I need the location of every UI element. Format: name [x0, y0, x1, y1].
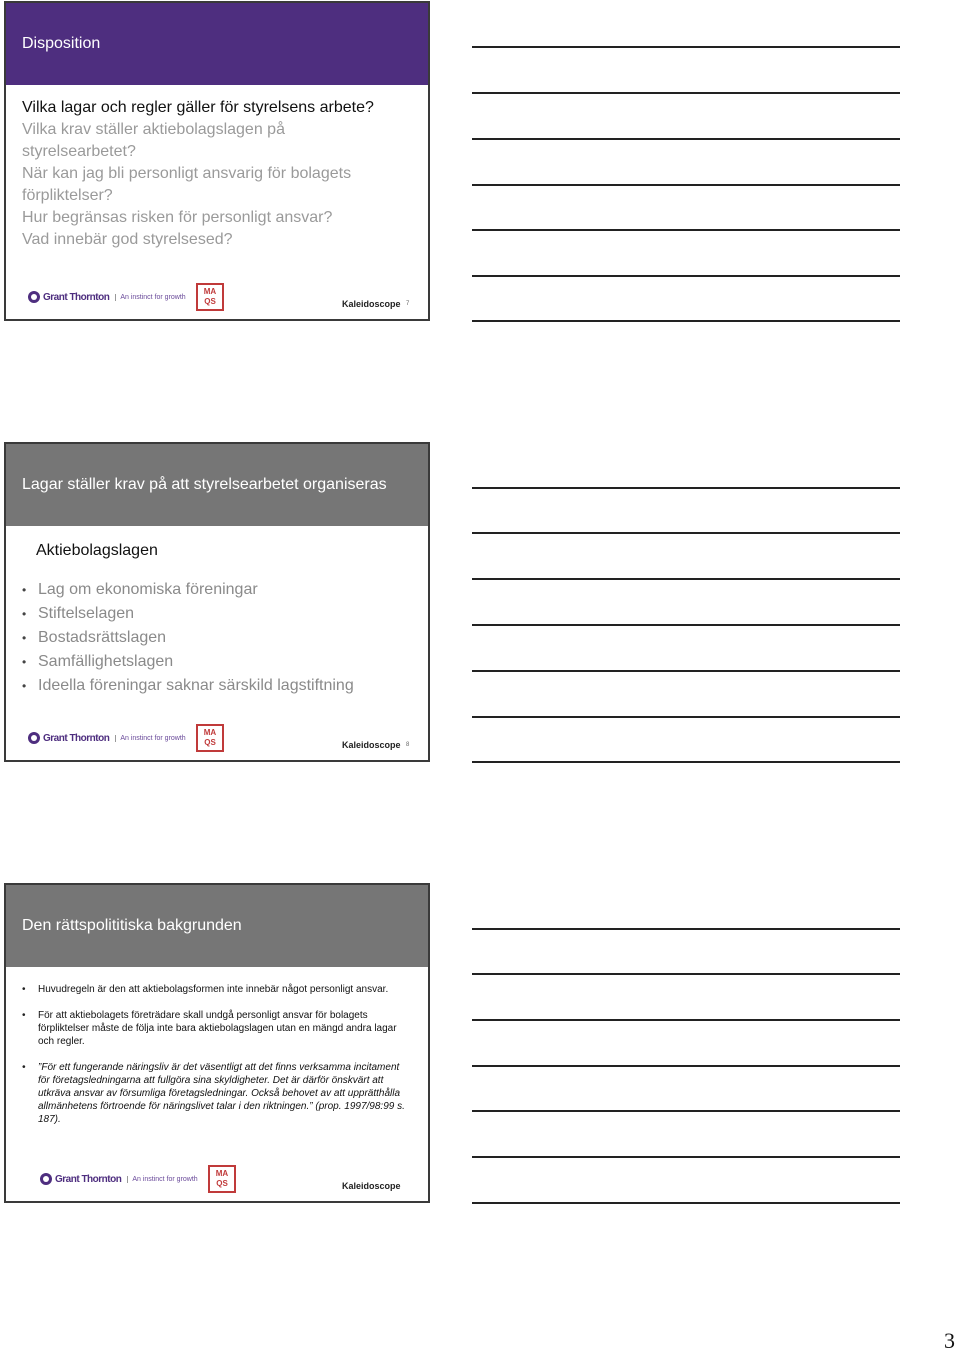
note-line [472, 1065, 900, 1067]
grant-thornton-icon [28, 291, 40, 303]
note-line [472, 1019, 900, 1021]
kaleidoscope-logo: Kaleidoscope [342, 740, 401, 750]
note-line [472, 275, 900, 277]
question-item: Hur begränsas risken för personligt ansvar? [22, 209, 333, 226]
bullet-list [6, 578, 428, 698]
note-line [472, 578, 900, 580]
list-item: • Samfällighetslagen [22, 650, 428, 674]
slide-bakgrund [4, 883, 430, 1203]
question-item: När kan jag bli personligt ansvarig för bolagets förpliktelser? [22, 165, 352, 204]
maqs-logo: MA QS [196, 724, 224, 752]
page-number: 3 [944, 1328, 955, 1353]
note-line [472, 532, 900, 534]
slide-footer [6, 1165, 428, 1201]
slide-footer [6, 283, 428, 319]
slide-lagar [4, 442, 430, 762]
note-line [472, 1156, 900, 1158]
question-item: Vilka lagar och regler gäller för styrelsens arbete? [22, 99, 374, 116]
question-list [6, 85, 428, 251]
note-line [472, 761, 900, 763]
maqs-logo: MA QS [208, 1165, 236, 1193]
grant-thornton-logo: Grant Thornton An instinct for growth [28, 291, 186, 303]
note-line [472, 320, 900, 322]
list-item: • Bostadsrättslagen [22, 626, 428, 650]
note-line [472, 46, 900, 48]
grant-thornton-icon [40, 1173, 52, 1185]
slide-title: Lagar ställer krav på att styrelsearbetet organiseras [6, 444, 428, 526]
slide-title: Den rättspolititiska bakgrunden [6, 885, 428, 967]
list-item: • Lag om ekonomiska föreningar [22, 578, 428, 602]
question-item: Vilka krav ställer aktiebolagslagen på styrelsearbetet? [22, 121, 285, 160]
note-line [472, 928, 900, 930]
grant-thornton-logo: Grant Thornton An instinct for growth [40, 1173, 198, 1185]
grant-thornton-logo: Grant Thornton An instinct for growth [28, 732, 186, 744]
note-line [472, 624, 900, 626]
list-item: • Ideella föreningar saknar särskild lagstiftning [22, 674, 428, 698]
bullet-list [6, 983, 428, 1126]
note-line [472, 1110, 900, 1112]
quote-item: • ”För ett fungerande näringsliv är det väsentligt att det finns verksamma incitament för företagsledningarna att fullgöra sina skyldigheter. Det är därför önskvärt att utkräva ansvar av försumliga företagsledningar. Också behovet av att upprätthålla allmänhetens förtroende för näringslivet talar i den riktningen.” (prop. 1997/98:99 s. 187). [22, 1061, 412, 1126]
note-line [472, 1202, 900, 1204]
note-line [472, 716, 900, 718]
note-line [472, 138, 900, 140]
slide-number: 8 [406, 742, 410, 748]
list-item: • Huvudregeln är den att aktiebolagsformen inte innebär något personligt ansvar. [22, 983, 412, 996]
note-line [472, 229, 900, 231]
note-line [472, 670, 900, 672]
kaleidoscope-logo: Kaleidoscope [342, 299, 401, 309]
kaleidoscope-logo: Kaleidoscope [342, 1181, 401, 1191]
note-line [472, 92, 900, 94]
note-line [472, 184, 900, 186]
note-line [472, 487, 900, 489]
slide-title: Disposition [6, 3, 428, 85]
note-line [472, 973, 900, 975]
list-item: • För att aktiebolagets företrädare skall undgå personligt ansvar för bolagets förpliktelser måste de följa inte bara aktiebolagslagen utan en mängd andra lagar och regler. [22, 1009, 412, 1048]
grant-thornton-icon [28, 732, 40, 744]
list-item: • Stiftelselagen [22, 602, 428, 626]
slide-subtitle: Aktiebolagslagen [36, 542, 158, 559]
question-item: Vad innebär god styrelsesed? [22, 231, 233, 248]
maqs-logo: MA QS [196, 283, 224, 311]
slide-disposition [4, 1, 430, 321]
slide-footer [6, 724, 428, 760]
slide-number: 7 [406, 301, 410, 307]
